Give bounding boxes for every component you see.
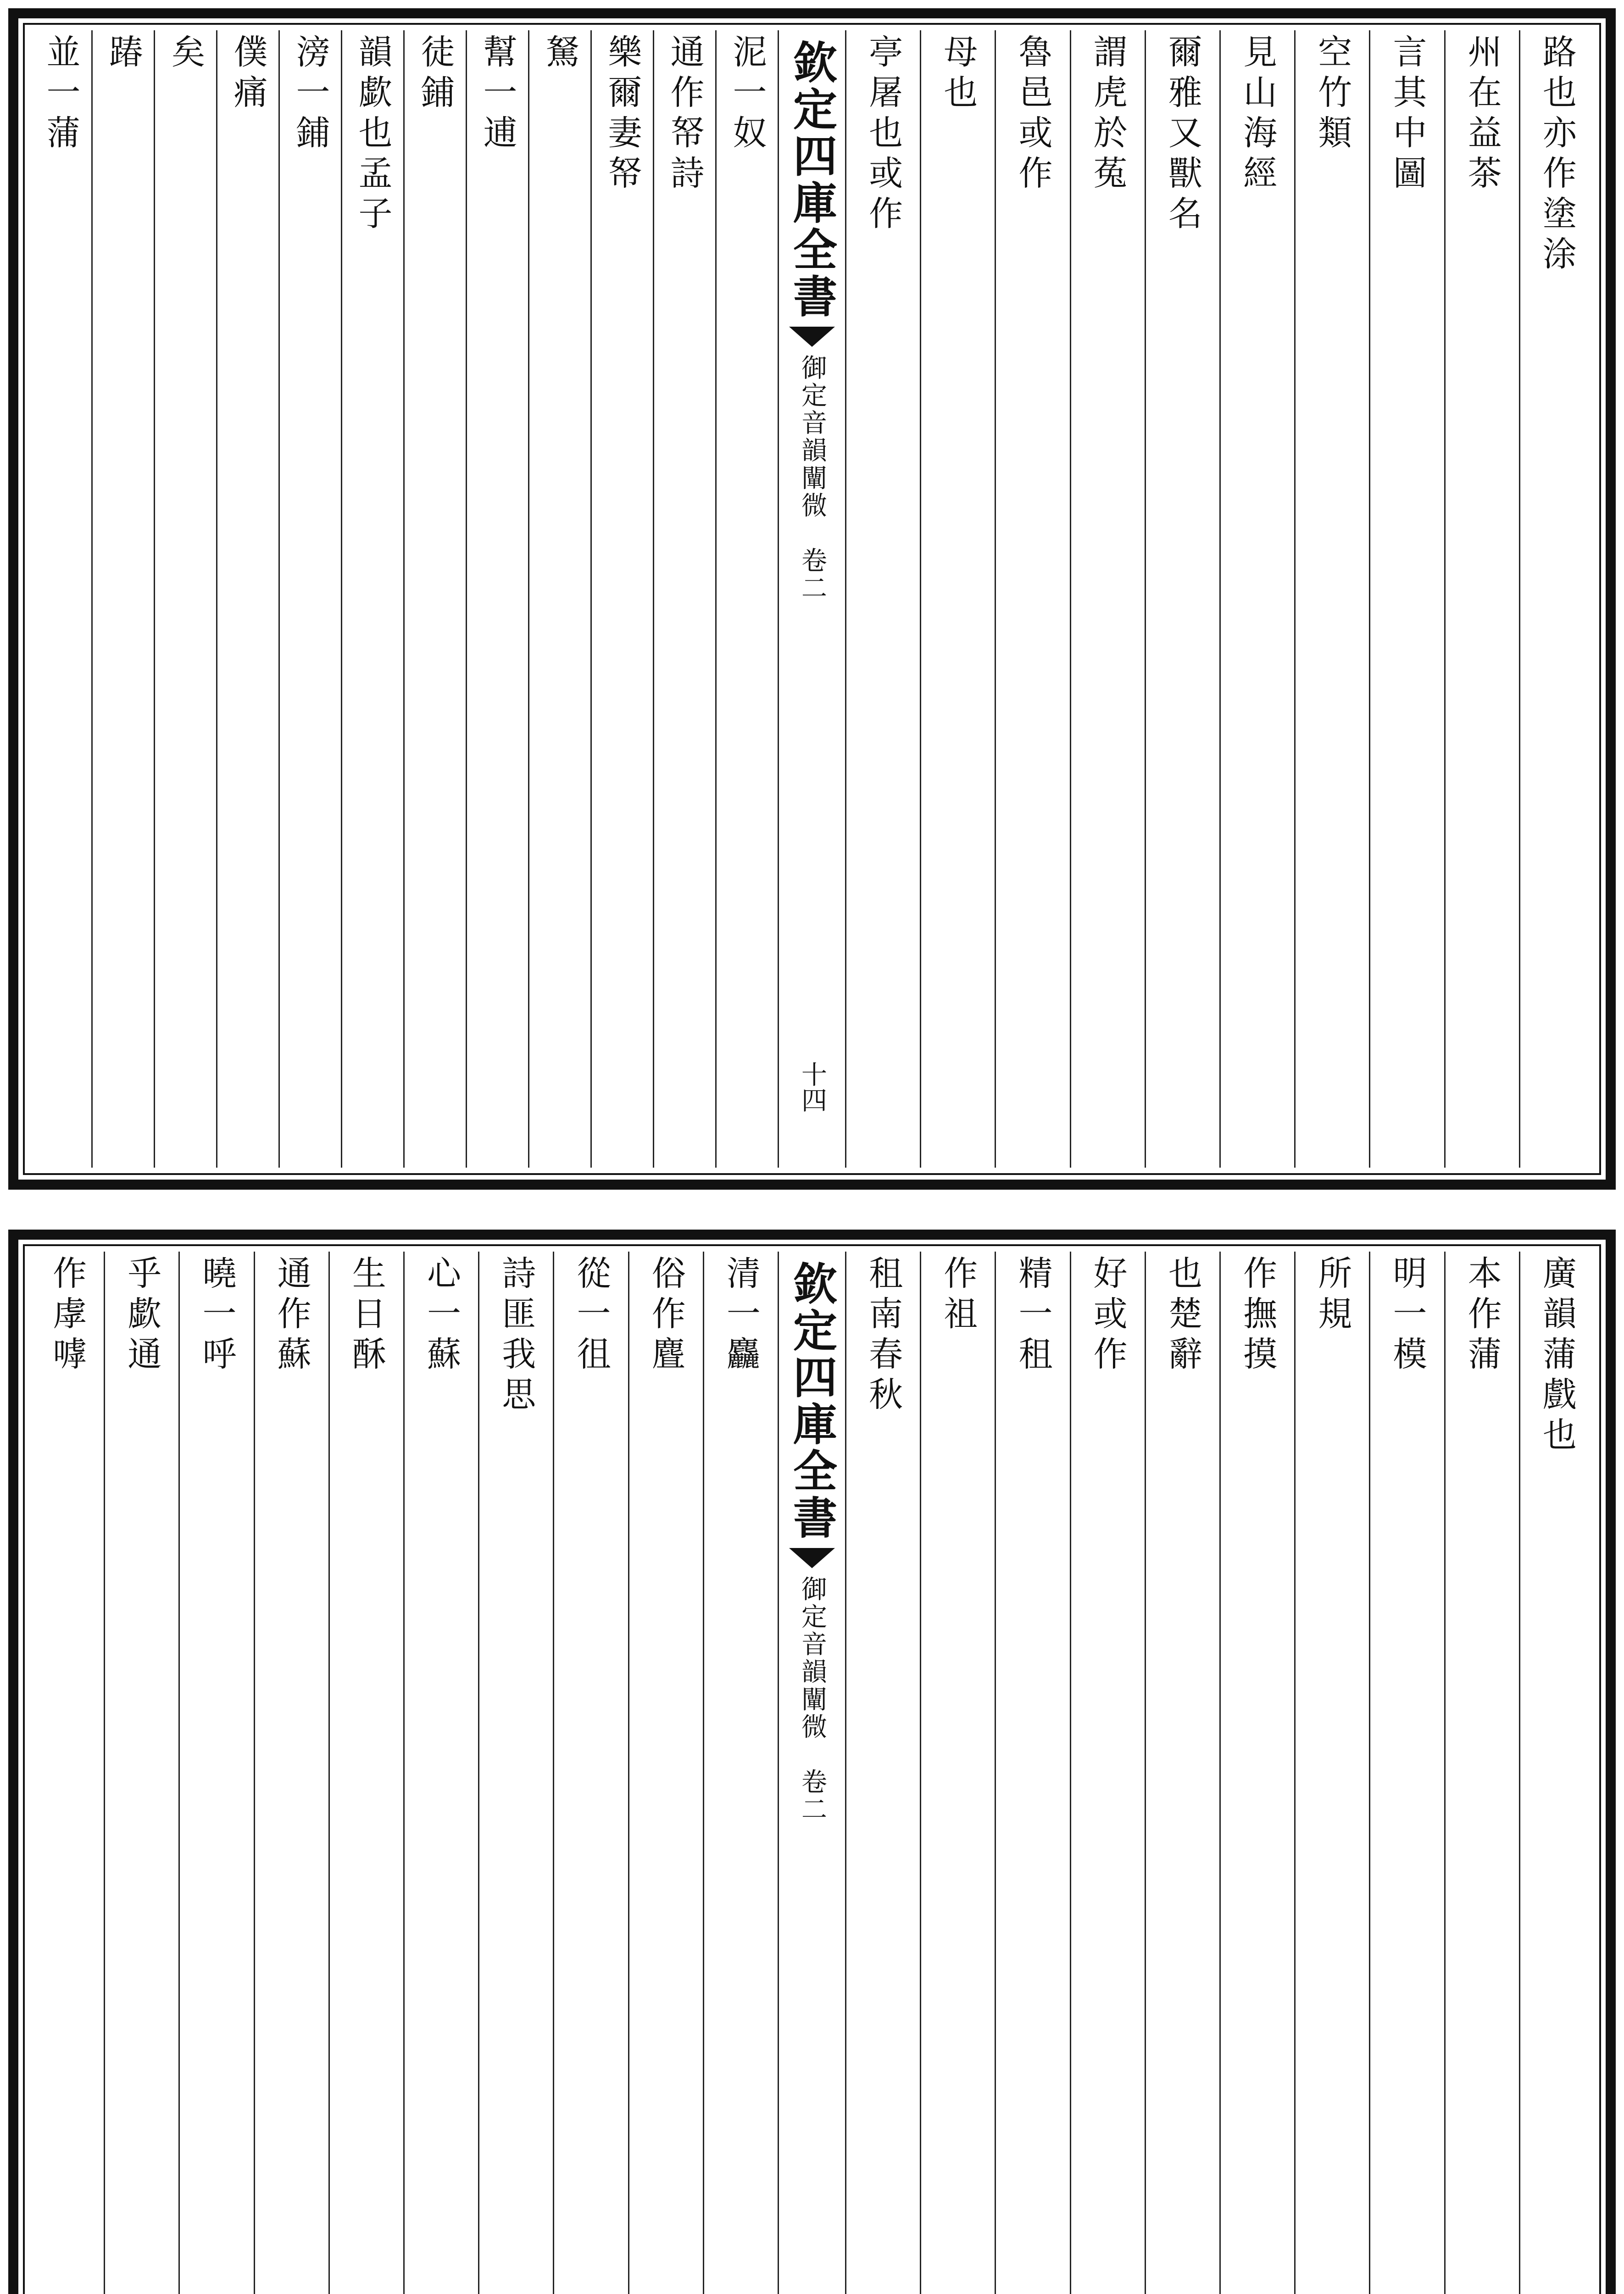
text-column bbox=[590, 30, 653, 1168]
text-column bbox=[328, 1252, 403, 2294]
column-text: 乎歔通 bbox=[122, 1255, 162, 1376]
column-text: 心一蘇 bbox=[422, 1255, 462, 1376]
text-column bbox=[1519, 1252, 1594, 2294]
text-column bbox=[403, 30, 466, 1168]
center-gutter-bottom bbox=[778, 1252, 846, 2294]
column-text: 踳 bbox=[103, 34, 143, 74]
column-text: 明一模 bbox=[1387, 1255, 1427, 1376]
book-title: 欽定四庫全書 bbox=[786, 1261, 838, 1542]
text-column bbox=[846, 30, 920, 1168]
column-text: 俗作麆 bbox=[646, 1255, 686, 1376]
center-gutter-top bbox=[778, 30, 846, 1168]
column-text: 也楚辭 bbox=[1162, 1255, 1202, 1376]
column-text: 本作蒲 bbox=[1462, 1255, 1502, 1376]
text-column bbox=[278, 30, 341, 1168]
column-text: 徒鋪 bbox=[415, 34, 455, 115]
text-column bbox=[1145, 1252, 1219, 2294]
text-column bbox=[920, 30, 995, 1168]
column-text: 廣韻蒲戲也 bbox=[1537, 1255, 1577, 1457]
text-column bbox=[528, 30, 590, 1168]
column-text: 並一蒲 bbox=[41, 34, 81, 155]
text-column bbox=[653, 30, 715, 1168]
volume-label: 御定音韻闡微 卷二 bbox=[797, 354, 827, 602]
column-text: 滂一鋪 bbox=[290, 34, 330, 155]
column-text: 作撫摸 bbox=[1238, 1255, 1278, 1376]
text-column bbox=[703, 1252, 778, 2294]
text-column bbox=[216, 30, 278, 1168]
text-column bbox=[715, 30, 778, 1168]
left-half-bottom bbox=[30, 1252, 778, 2294]
folio-number: 十四 bbox=[797, 1061, 827, 1113]
text-column bbox=[30, 30, 91, 1168]
column-text: 亭屠也或作 bbox=[863, 34, 903, 236]
text-column bbox=[628, 1252, 703, 2294]
right-half-bottom bbox=[846, 1252, 1594, 2294]
text-column bbox=[1444, 1252, 1519, 2294]
column-text: 好或作 bbox=[1088, 1255, 1128, 1376]
right-half-top bbox=[846, 30, 1594, 1168]
column-text: 謂虎於菟 bbox=[1088, 34, 1128, 195]
text-column bbox=[104, 1252, 178, 2294]
column-text: 租南春秋 bbox=[863, 1255, 903, 1417]
text-column bbox=[1070, 30, 1145, 1168]
column-text: 韻歔也孟子 bbox=[353, 34, 393, 236]
column-text: 清一麤 bbox=[721, 1255, 761, 1376]
text-column bbox=[1145, 30, 1219, 1168]
text-column bbox=[1219, 1252, 1294, 2294]
fishtail-mark-icon bbox=[789, 1548, 835, 1568]
text-column bbox=[403, 1252, 478, 2294]
text-column bbox=[1444, 30, 1519, 1168]
text-column bbox=[846, 1252, 920, 2294]
text-column bbox=[178, 1252, 253, 2294]
page-panel-top bbox=[8, 8, 1616, 1190]
text-column bbox=[1294, 1252, 1369, 2294]
text-column bbox=[1219, 30, 1294, 1168]
column-text: 泥一奴 bbox=[727, 34, 767, 155]
column-text: 言其中圖 bbox=[1387, 34, 1427, 195]
column-text: 所規 bbox=[1313, 1255, 1352, 1336]
text-column bbox=[553, 1252, 628, 2294]
text-column bbox=[1519, 30, 1594, 1168]
column-text: 矣 bbox=[166, 34, 206, 74]
text-column bbox=[920, 1252, 995, 2294]
column-text: 詩匪我思 bbox=[496, 1255, 536, 1417]
column-text: 通作帑詩 bbox=[665, 34, 705, 195]
column-text: 曉一呼 bbox=[197, 1255, 237, 1376]
column-text: 駑 bbox=[540, 34, 580, 74]
text-column bbox=[341, 30, 403, 1168]
column-text: 僕痛 bbox=[228, 34, 268, 115]
column-text: 樂爾妻帑 bbox=[602, 34, 642, 195]
page-panel-bottom bbox=[8, 1230, 1616, 2294]
text-column bbox=[995, 30, 1069, 1168]
column-text: 作祖 bbox=[938, 1255, 978, 1336]
column-text: 精一租 bbox=[1013, 1255, 1053, 1376]
text-column bbox=[30, 1252, 104, 2294]
text-column bbox=[254, 1252, 328, 2294]
column-text: 魯邑或作 bbox=[1013, 34, 1053, 195]
column-text: 爾雅又獸名 bbox=[1162, 34, 1202, 236]
text-column bbox=[1294, 30, 1369, 1168]
column-text: 通作蘇 bbox=[272, 1255, 311, 1376]
column-text: 生日酥 bbox=[346, 1255, 386, 1376]
column-text: 州在益茶 bbox=[1462, 34, 1502, 195]
fishtail-mark-icon bbox=[789, 327, 835, 347]
column-text: 見山海經 bbox=[1238, 34, 1278, 195]
text-column bbox=[466, 30, 528, 1168]
text-column bbox=[995, 1252, 1069, 2294]
column-text: 路也亦作塗涂 bbox=[1537, 34, 1577, 276]
text-column bbox=[154, 30, 216, 1168]
column-text: 空竹類 bbox=[1313, 34, 1352, 155]
column-text: 作虖嘑 bbox=[47, 1255, 87, 1376]
book-title: 欽定四庫全書 bbox=[786, 39, 838, 320]
text-column bbox=[1369, 1252, 1444, 2294]
column-text: 母也 bbox=[938, 34, 978, 115]
column-text: 從一徂 bbox=[571, 1255, 611, 1376]
left-half-top bbox=[30, 30, 778, 1168]
text-column bbox=[1369, 30, 1444, 1168]
column-text: 幫一逋 bbox=[478, 34, 517, 155]
text-column bbox=[1070, 1252, 1145, 2294]
text-column bbox=[91, 30, 154, 1168]
volume-label: 御定音韻闡微 卷二 bbox=[797, 1576, 827, 1823]
text-column bbox=[478, 1252, 553, 2294]
